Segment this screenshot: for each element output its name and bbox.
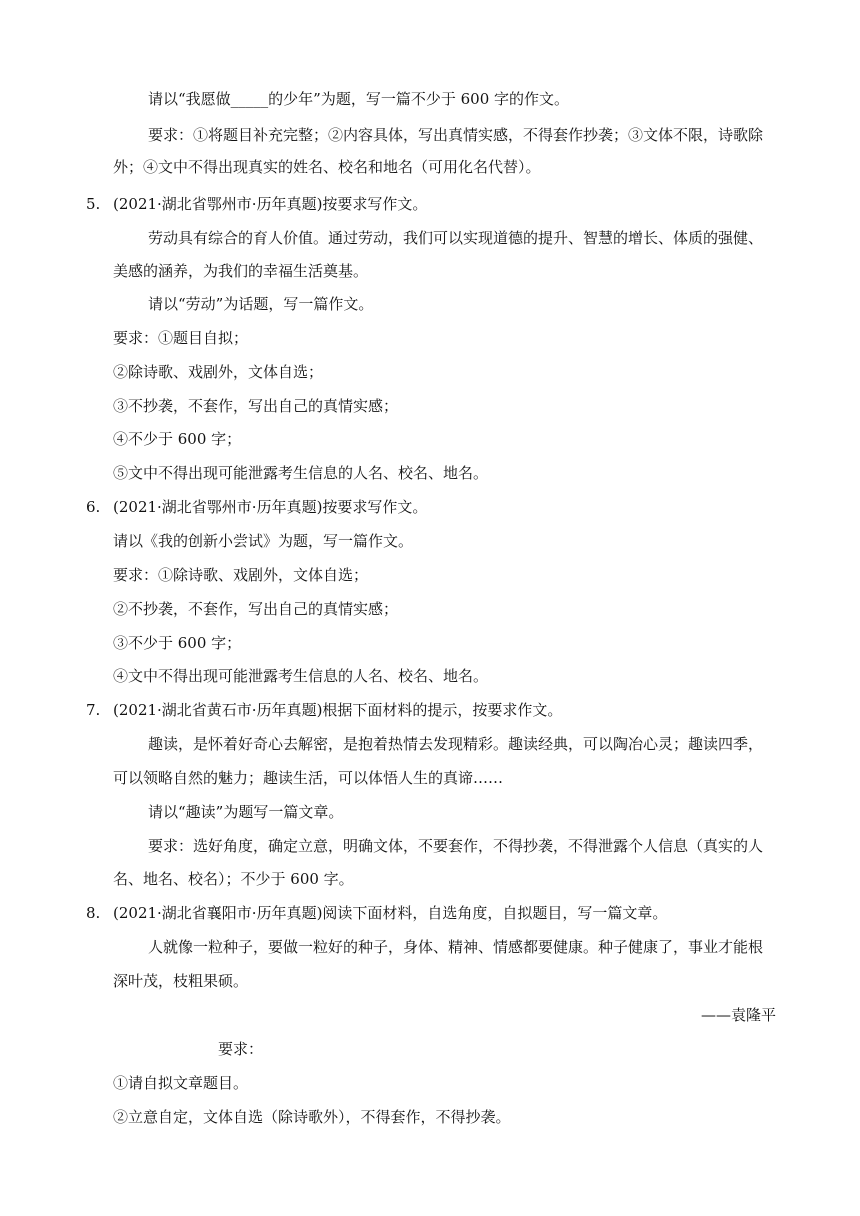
question-5-requirement: ④不少于 600 字； xyxy=(113,430,242,448)
question-8-heading: (2021·湖北省襄阳市·历年真题)阅读下面材料，自选角度，自拟题目，写一篇文章。 xyxy=(113,904,668,922)
question-5-prompt: 请以“劳动”为话题，写一篇作文。 xyxy=(148,295,374,313)
question-8-number: 8. xyxy=(86,904,101,922)
question-7-heading: (2021·湖北省黄石市·历年真题)根据下面材料的提示，按要求作文。 xyxy=(113,701,563,719)
question-7-material-line2: 可以领略自然的魅力；趣读生活，可以体悟人生的真谛…… xyxy=(113,769,504,787)
question-5-requirement: ③不抄袭，不套作，写出自己的真情实感； xyxy=(113,397,399,415)
question-5-requirement: ②除诗歌、戏剧外，文体自选； xyxy=(113,363,324,381)
question-6-number: 6. xyxy=(86,498,101,516)
question-5-material-line2: 美感的涵养，为我们的幸福生活奠基。 xyxy=(113,262,369,280)
question-7-material-line1: 趣读，是怀着好奇心去解密，是抱着热情去发现精彩。趣读经典，可以陶冶心灵；趣读四季， xyxy=(148,735,764,753)
top-requirements-line1: 要求：①将题目补充完整；②内容具体，写出真情实感，不得套作抄袭；③文体不限，诗歌除 xyxy=(148,126,764,144)
question-7-requirements-line2: 名、地名、校名）；不少于 600 字。 xyxy=(113,870,354,888)
question-8-requirement: ①请自拟文章题目。 xyxy=(113,1074,249,1092)
question-6-requirement: ②不抄袭，不套作，写出自己的真情实感； xyxy=(113,600,399,618)
question-7-number: 7. xyxy=(86,701,101,719)
top-requirements-line2: 外；④文中不得出现真实的姓名、校名和地名（可用化名代替）。 xyxy=(113,158,541,176)
question-5-requirement: ⑤文中不得出现可能泄露考生信息的人名、校名、地名。 xyxy=(113,464,489,482)
question-8-requirement: ②立意自定，文体自选（除诗歌外），不得套作，不得抄袭。 xyxy=(113,1108,511,1126)
question-8-requirements-title: 要求： xyxy=(218,1040,264,1058)
question-6-prompt: 请以《我的创新小尝试》为题，写一篇作文。 xyxy=(113,532,414,550)
top-prompt: 请以“我愿做_____的少年”为题，写一篇不少于 600 字的作文。 xyxy=(148,90,570,108)
question-6-requirement: 要求：①除诗歌、戏剧外，文体自选； xyxy=(113,566,369,584)
question-5-requirement: 要求：①题目自拟； xyxy=(113,329,249,347)
question-8-material-line1: 人就像一粒种子，要做一粒好的种子，身体、精神、情感都要健康。种子健康了，事业才能根 xyxy=(148,938,764,956)
question-5-heading: (2021·湖北省鄂州市·历年真题)按要求写作文。 xyxy=(113,195,428,213)
question-8-material-line2: 深叶茂，枝粗果硕。 xyxy=(113,972,249,990)
question-7-prompt: 请以“趣读”为题写一篇文章。 xyxy=(148,803,344,821)
question-5-number: 5. xyxy=(86,195,101,213)
question-6-heading: (2021·湖北省鄂州市·历年真题)按要求写作文。 xyxy=(113,498,428,516)
question-6-requirement: ④文中不得出现可能泄露考生信息的人名、校名、地名。 xyxy=(113,667,489,685)
question-7-requirements-line1: 要求：选好角度，确定立意，明确文体，不要套作，不得抄袭，不得泄露个人信息（真实的人 xyxy=(148,837,764,855)
question-5-material-line1: 劳动具有综合的育人价值。通过劳动，我们可以实现道德的提升、智慧的增长、体质的强健、 xyxy=(148,229,764,247)
question-6-requirement: ③不少于 600 字； xyxy=(113,634,242,652)
question-8-attribution: ——袁隆平 xyxy=(700,1006,776,1024)
